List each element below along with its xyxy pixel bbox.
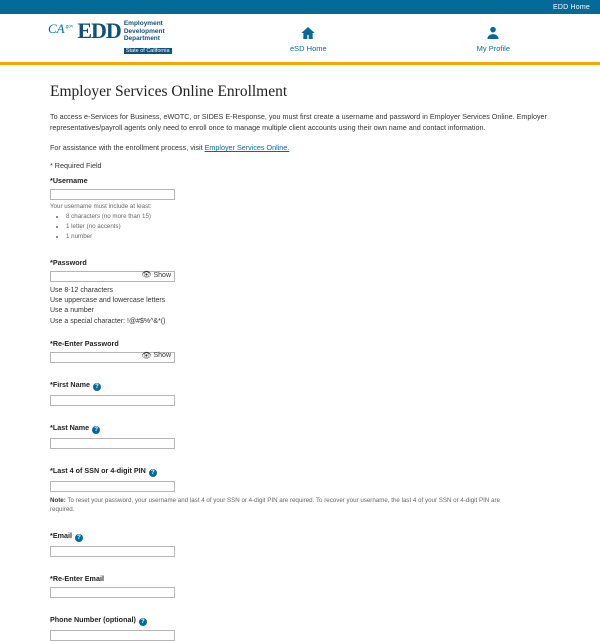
required-field-note: * Required Field <box>50 161 102 171</box>
label-reenter-email <box>50 574 550 583</box>
password-rule: Use a special character: !@#$%^&*() <box>50 317 166 325</box>
label-first-name <box>50 380 550 391</box>
edd-logo[interactable] <box>77 20 171 55</box>
label-text-email: Email <box>52 531 72 541</box>
edd-logo-line4: State of California <box>125 47 170 54</box>
label-text-ssn-pin: Last 4 of SSN or 4-digit PIN <box>52 465 146 475</box>
label-ssn-pin <box>50 466 550 477</box>
field-password <box>50 258 550 327</box>
page-title: Employer Services Online Enrollment <box>50 83 288 100</box>
user-icon <box>484 24 502 42</box>
required-star-username: * <box>50 176 53 186</box>
ca-gov-logo <box>48 21 73 37</box>
required-star-reenter-password: * <box>50 338 53 348</box>
help-icon[interactable]: ? <box>92 426 100 434</box>
label-last-name <box>50 423 550 434</box>
label-phone-number <box>50 615 550 626</box>
show-reenter-password-toggle[interactable] <box>141 352 171 360</box>
label-text-reenter-password: Re-Enter Password <box>52 338 119 348</box>
label-text-last-name: Last Name <box>52 422 90 432</box>
last-name-input[interactable] <box>50 438 175 449</box>
label-reenter-password <box>50 339 550 348</box>
label-text-reenter-email: Re-Enter Email <box>52 574 104 584</box>
field-username <box>50 176 550 242</box>
field-last-name <box>50 423 550 449</box>
edd-logo-line3: Department <box>123 35 160 43</box>
username-rule: • 1 number <box>66 232 550 242</box>
assistance-text: For assistance with the enrollment process, visit <box>50 143 205 153</box>
help-icon[interactable]: ? <box>75 534 83 542</box>
phone-number-input[interactable] <box>50 630 175 641</box>
show-password-label: Show <box>153 271 171 279</box>
field-phone-number <box>50 615 550 641</box>
edd-wordmark: EDD <box>77 18 121 44</box>
label-email <box>50 531 550 542</box>
required-star-reenter-email: * <box>50 574 53 584</box>
nav-label-my-profile: My Profile <box>476 43 511 53</box>
field-reenter-password <box>50 339 550 363</box>
site-header <box>0 14 600 65</box>
reenter-password-input-wrap <box>50 351 175 363</box>
ssn-pin-note-bold: Note: <box>50 496 66 504</box>
show-password-toggle[interactable] <box>141 271 171 279</box>
ssn-pin-input[interactable] <box>50 481 175 492</box>
nav-item-my-profile[interactable] <box>477 24 510 53</box>
password-input-wrap <box>50 270 175 282</box>
label-text-username: Username <box>52 176 88 186</box>
intro-paragraph: To access e-Services for Business, eWOTC, or SIDES E-Response, you must first create a username and password in Employer Services Online. Employer representatives/payroll agents only need to enroll once to manage multiple client accounts using their own name and contact information. <box>50 112 547 133</box>
logo-group[interactable] <box>0 20 200 55</box>
required-star-first-name: * <box>50 379 53 389</box>
home-icon <box>299 24 317 42</box>
nav-item-esd-home[interactable] <box>290 24 327 53</box>
label-password <box>50 258 550 267</box>
required-star-password: * <box>50 258 53 268</box>
password-rule: Use a number <box>50 307 94 315</box>
required-star-last-name: * <box>50 422 53 432</box>
edd-logo-line1: Employment <box>123 20 163 28</box>
help-icon[interactable]: ? <box>149 469 157 477</box>
assistance-paragraph <box>50 143 550 152</box>
field-ssn-pin <box>50 466 550 515</box>
field-first-name <box>50 380 550 406</box>
enrollment-form-container <box>0 65 600 641</box>
required-star-ssn-pin: * <box>50 465 53 475</box>
username-rules-list <box>50 212 550 242</box>
email-input[interactable] <box>50 546 175 557</box>
eye-icon: 👁 <box>141 350 152 360</box>
required-star-email: * <box>50 531 53 541</box>
nav-label-esd-home: eSD Home <box>289 43 327 53</box>
field-reenter-email <box>50 574 550 598</box>
ca-gov-suffix: .gov <box>64 24 74 30</box>
help-icon[interactable]: ? <box>93 383 101 391</box>
edd-home-link[interactable]: EDD Home <box>553 3 590 11</box>
reenter-email-input[interactable] <box>50 587 175 598</box>
username-input[interactable] <box>50 189 175 200</box>
eye-icon: 👁 <box>141 270 152 280</box>
password-rule: Use 8-12 characters <box>50 287 114 295</box>
show-reenter-password-label: Show <box>153 352 171 360</box>
label-text-password: Password <box>52 258 87 268</box>
ssn-pin-note-text: To reset your password, your username and last 4 of your SSN or 4-digit PIN are required. To recover your username, the last 4 of your SSN or 4-digit PIN are required. <box>50 496 500 513</box>
edd-logo-line2: Development <box>123 27 165 35</box>
label-text-phone-number: Phone Number (optional) <box>50 615 136 625</box>
ca-gov-text: CA <box>48 20 65 36</box>
password-rules-list <box>50 286 550 327</box>
first-name-input[interactable] <box>50 395 175 406</box>
employer-services-online-link[interactable]: Employer Services Online. <box>204 143 290 153</box>
label-username <box>50 176 550 185</box>
label-text-first-name: First Name <box>52 379 90 389</box>
username-rule: • 8 characters (no more than 15) <box>66 212 550 222</box>
username-rule: • 1 letter (no accents) <box>66 222 550 232</box>
utility-bar <box>0 0 600 14</box>
help-icon[interactable]: ? <box>139 618 147 626</box>
field-email <box>50 531 550 557</box>
ssn-pin-note <box>50 496 510 515</box>
password-rule: Use uppercase and lowercase letters <box>50 297 166 305</box>
username-hint: Your username must include at least: <box>50 203 152 211</box>
edd-logo-text <box>124 20 172 55</box>
header-nav <box>200 24 600 53</box>
